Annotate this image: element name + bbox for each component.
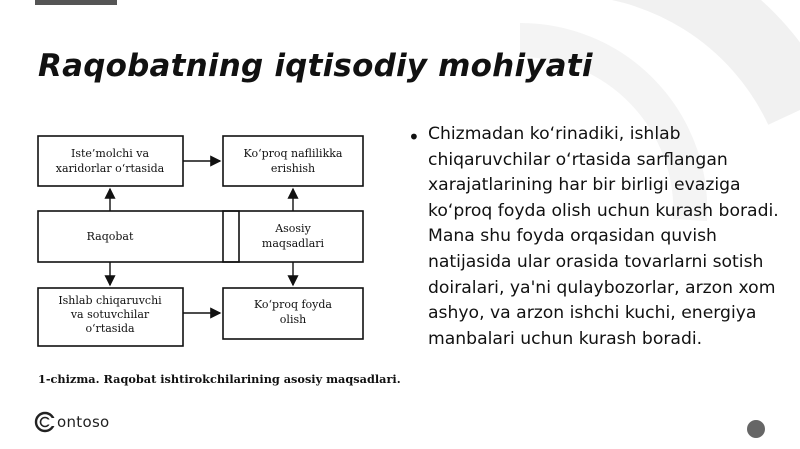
bullet-list [408, 122, 783, 352]
box-middle-right-line1: Asosiy [275, 222, 311, 235]
diagram-caption: 1-chizma. Raqobat ishtirokchilarining asosiy maqsadlari. [38, 372, 401, 386]
slide-nav-dot[interactable] [747, 420, 765, 438]
slide-title: Raqobatning iqtisodiy mohiyati [38, 48, 593, 84]
box-middle-left-text: Raqobat [86, 230, 134, 243]
diagram [28, 128, 378, 398]
box-bottom-left-line2: va sotuvchilar [70, 308, 150, 321]
box-bottom-right-line2: olish [279, 313, 307, 326]
contoso-logo [34, 411, 110, 433]
top-accent-bar [35, 0, 117, 5]
box-top-right-line2: erishish [270, 162, 316, 175]
contoso-logo-text: ontoso [57, 413, 110, 431]
box-middle-left [38, 211, 239, 262]
box-middle-right-line2: maqsadlari [261, 237, 325, 250]
contoso-logo-icon [34, 411, 56, 433]
diagram-svg [28, 128, 378, 398]
bullet-text: Chizmadan ko‘rinadiki, ishlab chiqaruvchilar o‘rtasida sarflangan xarajatlarining har bir birligi evaziga ko‘proq foyda olish uchun kurash boradi. Mana shu foyda orqasidan quvish natijasida ular orasida tovarlarni sotish doiralari, ya'ni qulaybozorlar, arzon xom ashyo, va arzon ishchi kuchi, energiya manbalari uchun kurash boradi. [428, 124, 779, 349]
box-top-left [38, 136, 183, 186]
box-bottom-right-line1: Ko‘proq foyda [253, 298, 333, 311]
box-bottom-left-line3: o‘rtasida [85, 322, 135, 335]
box-top-left-line2: xaridorlar o‘rtasida [55, 162, 165, 175]
box-top-right [223, 136, 363, 186]
bullet-marker: • [408, 125, 420, 149]
box-top-left-line1: Iste’molchi va [70, 147, 150, 160]
box-bottom-left-line1: Ishlab chiqaruvchi [58, 294, 162, 307]
box-top-right-line1: Ko‘proq naflilikka [243, 147, 343, 160]
